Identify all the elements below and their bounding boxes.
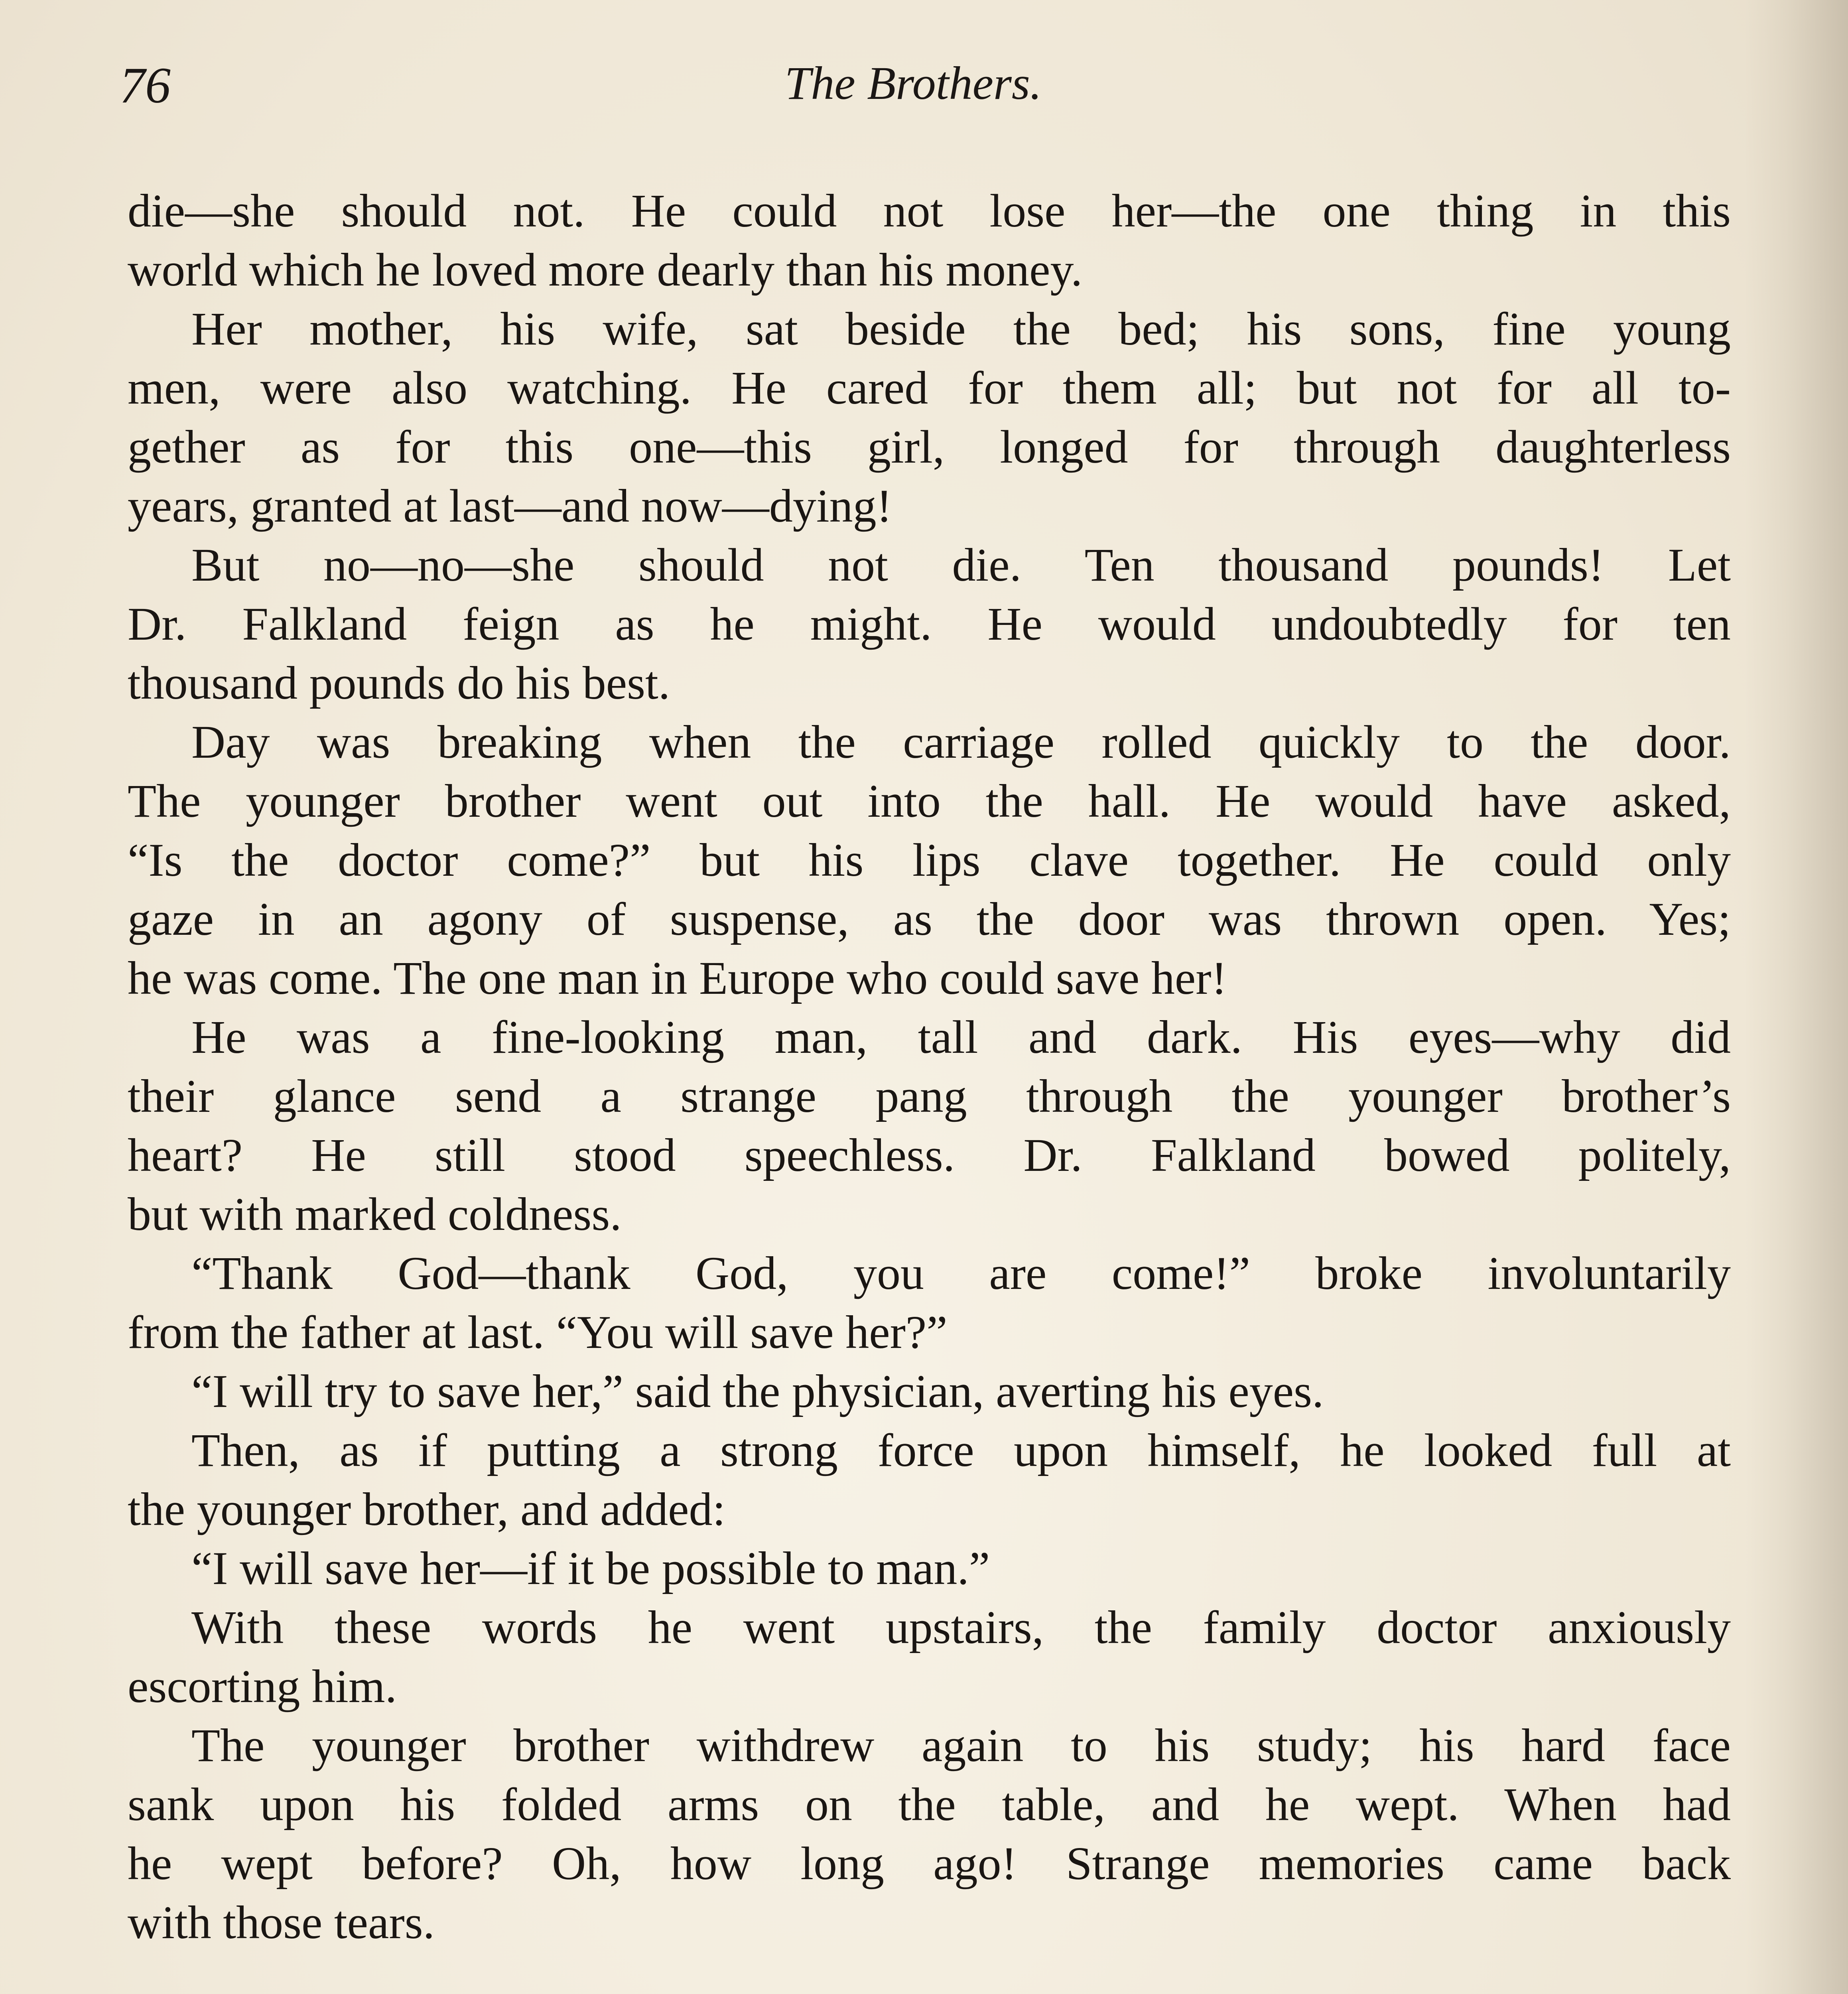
- text-line: with those tears.: [128, 1896, 435, 1949]
- section-heading: [128, 1989, 1731, 1994]
- text-line: their glance send a strange pang through the younger brother’s: [128, 1070, 1731, 1122]
- text-line: gether as for this one—this girl, longed for through daughterless: [128, 421, 1731, 473]
- body-text: [128, 181, 1731, 1994]
- text-line: years, granted at last—and now—dying!: [128, 480, 892, 532]
- text-line: But no—no—she should not die. Ten thousand pounds! Let: [191, 539, 1731, 591]
- text-line: “Thank God—thank God, you are come!” broke involuntarily: [191, 1247, 1731, 1299]
- text-line: “I will try to save her,” said the physician, averting his eyes.: [191, 1365, 1324, 1417]
- text-line: gaze in an agony of suspense, as the door was thrown open. Yes;: [128, 893, 1731, 945]
- page-edge-shadow: [1744, 0, 1848, 1994]
- text-line: thousand pounds do his best.: [128, 657, 670, 709]
- text-line: Then, as if putting a strong force upon himself, he looked full at: [191, 1424, 1731, 1476]
- text-line: but with marked coldness.: [128, 1188, 622, 1240]
- text-line: men, were also watching. He cared for them all; but not for all to-: [128, 362, 1731, 414]
- text-line: die—she should not. He could not lose her—the one thing in this: [128, 185, 1731, 237]
- text-line: “Is the doctor come?” but his lips clave together. He could only: [128, 834, 1731, 886]
- page-number: 76: [120, 57, 171, 114]
- text-line: sank upon his folded arms on the table, and he wept. When had: [128, 1778, 1731, 1830]
- text-line: “I will save her—if it be possible to man.”: [191, 1542, 990, 1594]
- text-line: With these words he went upstairs, the family doctor anxiously: [191, 1601, 1731, 1653]
- running-title: The Brothers.: [784, 57, 1042, 109]
- text-line: world which he loved more dearly than his money.: [128, 244, 1083, 296]
- text-line: escorting him.: [128, 1660, 397, 1712]
- text-line: The younger brother went out into the hall. He would have asked,: [128, 775, 1731, 827]
- text-line: the younger brother, and added:: [128, 1483, 726, 1535]
- text-line: Day was breaking when the carriage rolled quickly to the door.: [191, 716, 1731, 768]
- page-header: [120, 57, 1707, 140]
- text-line: from the father at last. “You will save her?”: [128, 1306, 948, 1358]
- text-line: he wept before? Oh, how long ago! Strange memories came back: [128, 1837, 1731, 1890]
- text-line: Dr. Falkland feign as he might. He would undoubtedly for ten: [128, 598, 1731, 650]
- text-line: Her mother, his wife, sat beside the bed; his sons, fine young: [191, 303, 1731, 355]
- text-line: He was a fine-looking man, tall and dark. His eyes—why did: [191, 1011, 1731, 1063]
- text-line: The younger brother withdrew again to his study; his hard face: [191, 1719, 1731, 1771]
- text-line: he was come. The one man in Europe who could save her!: [128, 952, 1227, 1004]
- text-line: heart? He still stood speechless. Dr. Falkland bowed politely,: [128, 1129, 1731, 1181]
